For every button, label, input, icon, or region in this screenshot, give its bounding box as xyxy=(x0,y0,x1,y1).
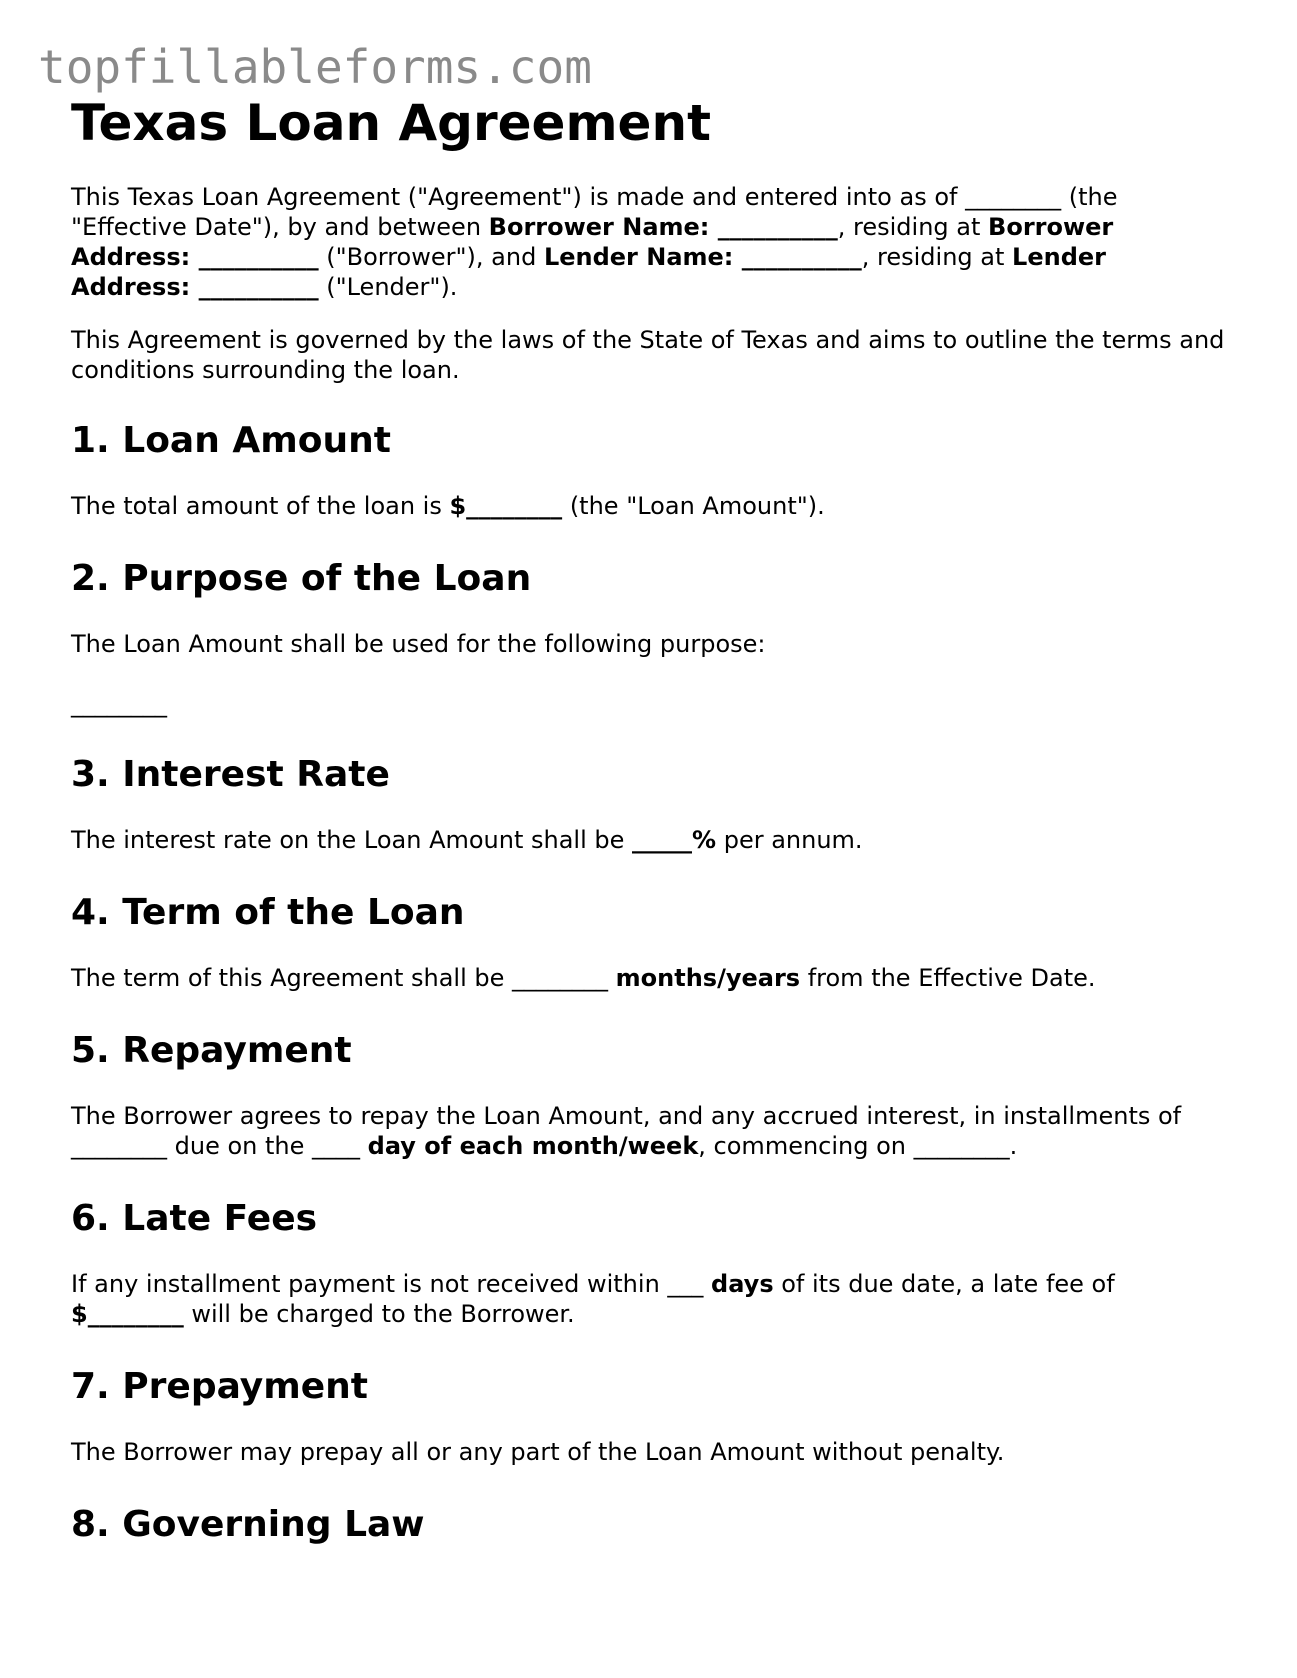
watermark-logo: topfillableforms.com xyxy=(38,40,592,94)
document-body xyxy=(71,88,1231,1549)
section-3-text-a: The interest rate on the Loan Amount shall be xyxy=(71,826,633,854)
document-title: Texas Loan Agreement xyxy=(71,94,711,152)
section-6-text xyxy=(71,1269,1231,1329)
section-6-heading: 6. Late Fees xyxy=(71,1198,318,1239)
late-days-label: days xyxy=(711,1270,774,1298)
section-1-text-a: The total amount of the loan is xyxy=(71,492,450,520)
section-5-text xyxy=(71,1101,1231,1161)
borrower-address-field[interactable]: Borrower Address: __________ xyxy=(71,213,1114,271)
section-1-text xyxy=(71,491,1231,521)
section-8-heading: 8. Governing Law xyxy=(71,1504,425,1545)
section-3-text xyxy=(71,825,1231,855)
section-4-text-a[interactable]: The term of this Agreement shall be ________ xyxy=(71,964,616,992)
section-4-text xyxy=(71,963,1231,993)
loan-purpose-field[interactable]: ________ xyxy=(71,690,167,718)
loan-amount-field[interactable]: $________ xyxy=(449,492,563,520)
intro-text-1: This Texas Loan Agreement ("Agreement") is made and entered into as of ________ (the "Effective Date"), by and between xyxy=(71,183,1118,241)
section-2-text: The Loan Amount shall be used for the following purpose: xyxy=(71,630,766,658)
section-7-text: The Borrower may prepay all or any part of the Loan Amount without penalty. xyxy=(71,1438,1005,1466)
intro-text-2: , residing at xyxy=(837,213,989,241)
section-5-heading: 5. Repayment xyxy=(71,1030,352,1071)
section-5-text-a[interactable]: The Borrower agrees to repay the Loan Amount, and any accrued interest, in installments of ________ due on the ____ xyxy=(71,1102,1182,1160)
repayment-frequency-label: day of each month/week xyxy=(367,1132,699,1160)
interest-rate-field[interactable]: _____% xyxy=(632,826,717,854)
section-3-text-b: per annum. xyxy=(716,826,863,854)
section-1-text-b: (the "Loan Amount"). xyxy=(562,492,825,520)
section-1-heading: 1. Loan Amount xyxy=(71,420,391,461)
intro-text-3: ("Borrower"), and xyxy=(318,243,544,271)
intro-text-4: , residing at xyxy=(861,243,1013,271)
term-unit-label: months/years xyxy=(615,964,801,992)
section-6-text-a[interactable]: If any installment payment is not received within ___ xyxy=(71,1270,712,1298)
late-fee-field[interactable]: $________ xyxy=(71,1300,184,1328)
intro-paragraph xyxy=(71,182,1231,302)
borrower-name-field[interactable]: Borrower Name: __________ xyxy=(488,213,838,241)
section-6-text-b: of its due date, a late fee of xyxy=(773,1270,1115,1298)
section-2-heading: 2. Purpose of the Loan xyxy=(71,558,532,599)
section-3-heading: 3. Interest Rate xyxy=(71,754,390,795)
section-4-text-b: from the Effective Date. xyxy=(800,964,1096,992)
governing-intro-paragraph: This Agreement is governed by the laws of the State of Texas and aims to outline the terms and conditions surrounding the loan. xyxy=(71,326,1225,384)
lender-address-field[interactable]: Lender Address: __________ xyxy=(71,243,1106,301)
lender-name-field[interactable]: Lender Name: __________ xyxy=(543,243,862,271)
intro-text-5: ("Lender"). xyxy=(318,273,458,301)
section-6-text-c: will be charged to the Borrower. xyxy=(183,1300,575,1328)
section-4-heading: 4. Term of the Loan xyxy=(71,892,465,933)
section-7-heading: 7. Prepayment xyxy=(71,1366,368,1407)
section-5-text-b[interactable]: , commencing on ________. xyxy=(698,1132,1018,1160)
